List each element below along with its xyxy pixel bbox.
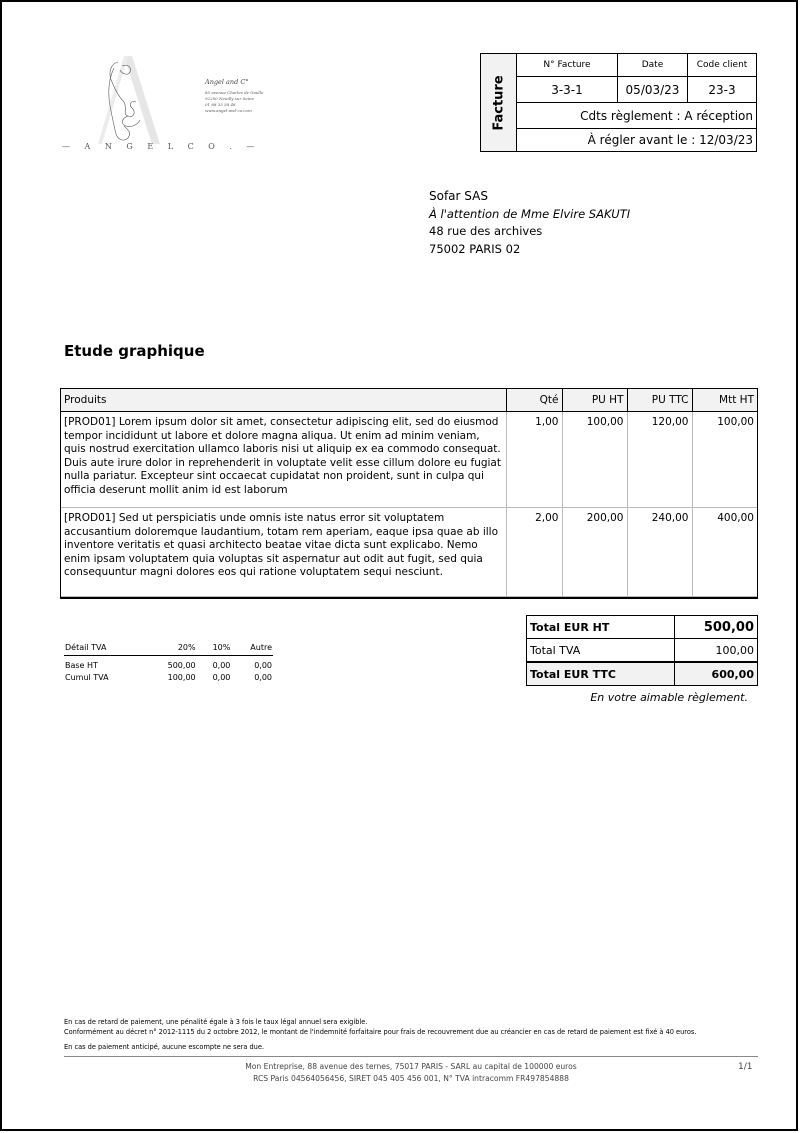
closing-note: En votre aimable règlement.: [590, 691, 748, 704]
vat-value: 100,00: [167, 673, 196, 682]
vat-value: 0,00: [254, 673, 272, 682]
col-header-pu-ht: PU HT: [562, 389, 627, 412]
product-pu-ttc: 240,00: [627, 508, 692, 597]
logo-address: [205, 90, 263, 114]
client-address: [429, 188, 630, 258]
logo-phone: 01 88 33 58 46: [205, 102, 236, 107]
total-ttc-value: 600,00: [675, 662, 758, 685]
products-table: [60, 388, 758, 599]
face-line-art-icon: [62, 54, 202, 149]
product-pu-ht: 200,00: [562, 508, 627, 597]
col-header-pu-ttc: PU TTC: [627, 389, 692, 412]
total-ht-label: Total EUR HT: [527, 616, 675, 639]
company-logo: [62, 54, 282, 156]
footer-divider: [64, 1056, 758, 1057]
total-ttc-row: [527, 662, 757, 685]
page-number: 1/1: [738, 1062, 753, 1072]
vat-header-row: [64, 643, 273, 656]
logo-address-line: 85 avenue Charles de Gaulle: [205, 90, 264, 95]
legal-early-payment: En cas de paiement anticipé, aucune escompte ne sera due.: [64, 1043, 265, 1051]
vat-row-label: Base HT: [65, 661, 98, 670]
client-city: 75002 PARIS 02: [429, 241, 521, 256]
total-ht-row: [527, 616, 757, 639]
total-tva-value: 100,00: [675, 639, 758, 663]
total-tva-row: [527, 639, 757, 663]
product-description: [PROD01] Lorem ipsum dolor sit amet, consectetur adipiscing elit, sed do eiusmod tempor incididunt ut labore et dolore magna aliqua. Ut enim ad minim veniam, quis nostrud exercitation ullamco laboris nisi ut aliquip ex ea commodo consequat. Duis aute irure dolor in reprehenderit in voluptate velit esse cillum dolore eu fugiat nulla pariatur. Excepteur sint occaecat cupidatat non proident, sunt in culpa qui officia deserunt mollit anim id est laborum: [61, 412, 506, 508]
invoice-type-label: Facture: [491, 74, 506, 131]
client-attention: À l'attention de Mme Elvire SAKUTI: [429, 206, 631, 221]
products-header-row: [61, 389, 757, 412]
footer-company-line: Mon Entreprise, 88 avenue des ternes, 75017 PARIS - SARL au capital de 100000 euros: [245, 1062, 577, 1071]
vat-value: 500,00: [167, 661, 196, 670]
table-row: [61, 412, 757, 508]
logo-brand-text: — A N G E L C O . —: [62, 142, 261, 151]
logo-website: www.angel-and-co.com: [205, 108, 252, 113]
col-header-qty: Qté: [506, 389, 562, 412]
client-name: Sofar SAS: [429, 189, 488, 203]
product-pu-ttc: 120,00: [627, 412, 692, 508]
due-date: À régler avant le : 12/03/23: [587, 133, 753, 147]
totals-table: [526, 615, 758, 686]
table-row: [61, 508, 757, 597]
vat-header-label: Détail TVA: [64, 643, 144, 656]
vat-row-label: Cumul TVA: [65, 673, 109, 682]
total-tva-label: Total TVA: [527, 639, 675, 663]
total-ht-value: 500,00: [675, 616, 758, 639]
invoice-date-header: Date: [618, 54, 688, 76]
col-header-product: Produits: [61, 389, 506, 412]
company-footer: [64, 1061, 758, 1085]
logo-address-line: 92200 Neuilly sur Seine: [205, 96, 254, 101]
client-code: 23-3: [708, 82, 736, 97]
product-pu-ht: 100,00: [562, 412, 627, 508]
invoice-number: 3-3-1: [517, 77, 618, 102]
product-description: [PROD01] Sed ut perspiciatis unde omnis iste natus error sit voluptatem accusantium doloremque laudantium, totam rem aperiam, eaque ipsa quae ab illo inventore veritatis et quasi architecto beatae vitae dicta sunt explicabo. Nemo enim ipsam voluptatem quia voluptas sit aspernatur aut odit aut fugit, sed quia consequuntur magni dolores eos qui ratione voluptatem sequi nesciunt.: [61, 508, 506, 597]
legal-late-penalty: En cas de retard de paiement, une pénalité égale à 3 fois le taux légal annuel sera exigible.: [64, 1018, 368, 1026]
legal-mentions: [64, 1017, 696, 1052]
payment-terms: Cdts règlement : A réception: [580, 108, 753, 123]
vat-header-10: 10%: [197, 643, 232, 656]
vat-value: 0,00: [254, 661, 272, 670]
invoice-date: 05/03/23: [618, 77, 688, 102]
vat-row-base: [64, 656, 273, 671]
client-street: 48 rue des archives: [429, 224, 543, 238]
product-qty: 1,00: [506, 412, 562, 508]
invoice-info-box: [480, 53, 757, 152]
logo-company-name: Angel and C°: [205, 78, 249, 86]
vat-value: 0,00: [212, 673, 231, 682]
invoice-side-label: [481, 54, 517, 151]
document-title: Etude graphique: [64, 342, 205, 360]
footer-registration-line: RCS Paris 04564056456, SIRET 045 405 456 001, N° TVA intracomm FR497854888: [253, 1074, 569, 1083]
client-code-header: Code client: [696, 60, 748, 70]
vat-row-cumul: [64, 670, 273, 682]
vat-header-other: Autre: [231, 643, 273, 656]
product-qty: 2,00: [506, 508, 562, 597]
vat-value: 0,00: [212, 661, 231, 670]
vat-header-20: 20%: [144, 643, 197, 656]
product-mtt-ht: 400,00: [692, 508, 757, 597]
total-ttc-label: Total EUR TTC: [527, 662, 675, 685]
invoice-number-header: N° Facture: [517, 54, 618, 76]
col-header-mtt-ht: Mtt HT: [692, 389, 757, 412]
vat-detail-table: [64, 643, 273, 682]
legal-recovery-fee: Conformément au décret n° 2012-1115 du 2 octobre 2012, le montant de l'indemnité forfaitaire pour frais de recouvrement due au créancier en cas de retard de paiement est fixé à 40 euros.: [64, 1028, 697, 1036]
product-mtt-ht: 100,00: [692, 412, 757, 508]
